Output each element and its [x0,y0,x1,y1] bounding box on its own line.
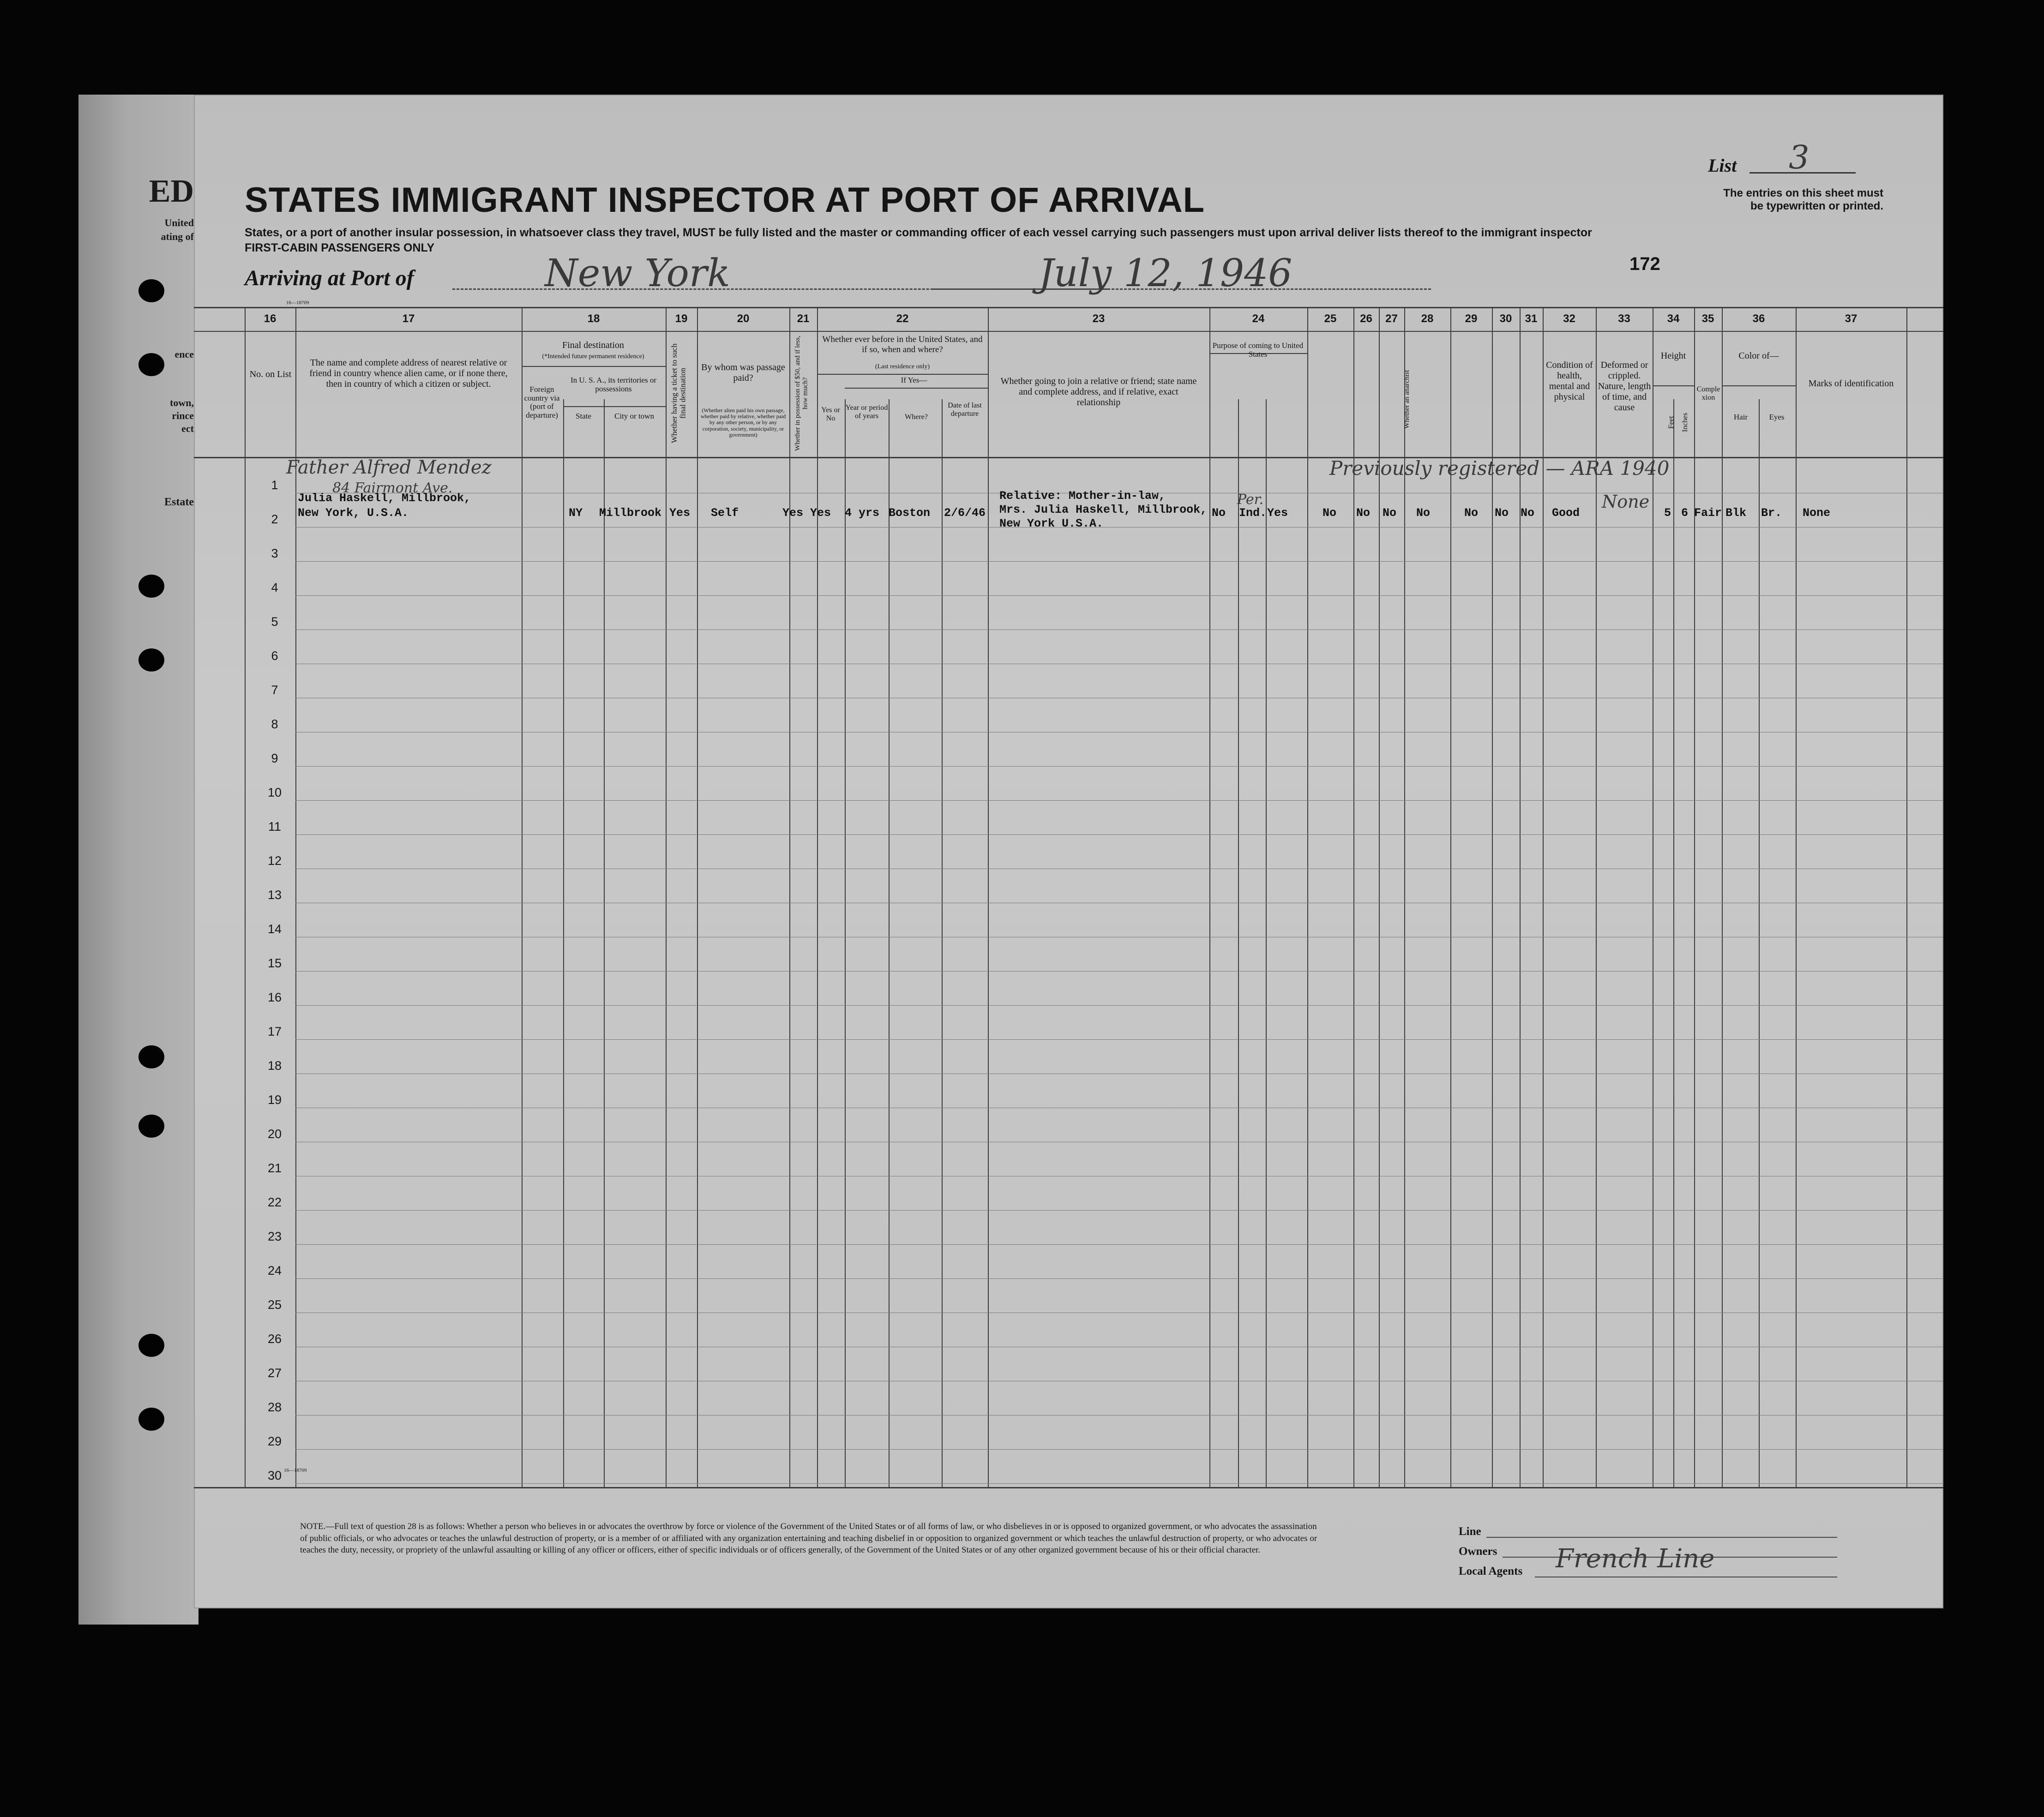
previously-registered: Previously registered — ARA 1940 [1329,457,1670,480]
relative-address-2: New York, U.S.A. [298,506,409,520]
join-line-3: New York U.S.A. [999,517,1104,530]
hdr-city: City or town [614,412,654,420]
port-value: New York [545,252,730,295]
strip-text: town, [170,397,194,408]
row-number: 19 [267,1093,282,1107]
strip-text: ating of [161,231,194,242]
col-num: 34 [1667,312,1680,325]
complexion-value: Fair [1694,506,1722,520]
col-num: 27 [1385,312,1398,325]
col-num: 25 [1324,312,1337,325]
hdr-departure: Date of last departure [948,402,982,418]
col-num: 17 [402,312,415,325]
col-num: 30 [1499,312,1512,325]
col28-value: No [1416,506,1431,520]
col-num: 20 [737,312,750,325]
row-number: 11 [268,820,282,834]
hdr-inches: Inches [1681,413,1689,432]
eyes-value: Br. [1761,506,1782,520]
date-value: July 12, 1946 [1039,252,1293,295]
owners-label: Owners [1459,1545,1497,1558]
col-num: 31 [1525,312,1538,325]
row-number: 26 [267,1332,282,1346]
row-number: 8 [271,717,278,731]
previous-page-strip [78,95,198,1625]
col-num: 16 [264,312,277,325]
feet-value: 5 [1664,506,1671,520]
dest-city: Millbrook [599,506,662,520]
form-code: 16—18709 [286,300,309,306]
hdr-final-sub: (*Intended future permanent residence) [542,353,644,360]
handwritten-relative: Father Alfred Mendez [286,457,492,478]
hdr-marks: Marks of identification [1808,378,1894,389]
col-num: 26 [1360,312,1372,325]
row-number: 9 [271,751,278,765]
col25-value: No [1323,506,1337,520]
first-cabin-label: FIRST-CABIN PASSENGERS ONLY [245,241,435,254]
hdr-height: Height [1660,351,1686,361]
strip-text: ence [174,348,194,360]
line-label: Line [1459,1525,1481,1538]
before-value: Yes [810,506,831,520]
ticket-value: Yes [669,506,691,520]
col-num: 22 [896,312,909,325]
row-number: 10 [267,786,282,799]
money-value: Yes [782,506,804,520]
hdr-passage: By whom was passage paid? [701,362,785,383]
passage-value: Self [711,506,739,520]
hdr-where: Where? [905,413,928,421]
col-num: 28 [1421,312,1434,325]
purpose-c: Yes [1267,506,1288,520]
where-value: Boston [889,506,931,520]
strip-text: ect [181,423,194,434]
entries-note-line: be typewritten or printed. [1750,200,1883,212]
row-number: 5 [271,615,278,629]
page-number: 172 [1629,254,1660,274]
col29-value: No [1464,506,1479,520]
hdr-feet: Feet [1667,416,1675,429]
hdr-state: State [576,412,591,420]
hdr-passage-sub: (Whether alien paid his own passage, whether paid by relative, whether paid by any other person, or by any corporation, society, municipality, or government) [700,407,786,438]
col-num: 24 [1252,312,1265,325]
marks-value: None [1803,506,1831,520]
strip-text: Estate [164,496,194,508]
hdr-in-usa: In U. S. A., its territories or possessions [570,376,657,393]
row-number: 1 [271,478,278,492]
hdr-hair: Hair [1733,413,1748,421]
hdr-purpose: Purpose of coming to United States [1212,341,1304,359]
row-number: 30 [267,1469,282,1482]
col-num: 36 [1752,312,1765,325]
strip-text: United [164,217,194,228]
instructions-line: States, or a port of another insular possession, in whatsoever class they travel, MUST be fully listed and the master or commanding officer of each vessel carrying such passengers must upon arrival deliver lists thereof to the immigrant inspector [245,226,1592,239]
hdr-anarchist: Whether an anarchist [1403,370,1411,429]
row-number: 3 [271,546,278,560]
hdr-foreign-country: Foreign country via (port of departure) [524,385,560,420]
strip-text: ED [149,174,194,209]
hdr-complexion: Complexion [1696,385,1720,402]
purpose-b: Ind. [1239,506,1267,520]
entries-note-line: The entries on this sheet must [1723,187,1883,199]
col-num: 19 [675,312,688,325]
col-num: 18 [587,312,600,325]
col31-value: No [1521,506,1535,520]
hdr-no-on-list: No. on List [249,369,292,379]
col-num: 23 [1092,312,1105,325]
hdr-before-us: Whether ever before in the United States, and if so, when and where? [822,335,983,354]
join-line-1: Relative: Mother-in-law, [999,489,1166,503]
col-num: 33 [1618,312,1630,325]
row-number: 15 [267,956,282,970]
hdr-yes-no: Yes or No [821,406,840,422]
hdr-join-relative: Whether going to join a relative or friend; state name and complete address, and if relative, exact relationship [1000,376,1197,408]
question-28-note: NOTE.—Full text of question 28 is as follows: Whether a person who believes in or advocates the overthrow by force or violence of the Government of the United States or of all forms of law, or who disbelieves in or is opposed to organized government, or who advocates the assassination of public officials, or who advocates or teaches the unlawful destruction of property, or is a member of or affiliated with any organization entertaining and teaching disbelief in or opposition to organized government or which teaches the unlawful destruction of property, or who advocates or teaches the duty, necessity, or propriety of the unlawful assaulting or killing of any officer or officers, either of specific individuals or of officers generally, of the Government of the United States or of any other organized government because of his or their official character. [300,1522,1317,1555]
hdr-money: Whether in possession of $50, and if less, how much? [794,336,809,451]
agents-signature: French Line [1556,1544,1715,1574]
purpose-a: No [1212,506,1226,520]
row-number: 2 [271,512,278,526]
row-number: 13 [267,888,282,902]
arriving-label: Arriving at Port of [245,266,414,290]
departure-value: 2/6/46 [944,506,986,520]
handwritten-address: 84 Fairmont Ave. [332,480,453,496]
row-number: 7 [271,683,278,697]
row-number: 21 [267,1161,282,1175]
row-number: 25 [267,1298,282,1312]
hdr-color: Color of— [1738,351,1779,361]
join-line-2: Mrs. Julia Haskell, Millbrook, [999,503,1208,516]
agents-label: Local Agents [1459,1565,1523,1577]
hair-value: Blk [1725,506,1747,520]
purpose-hand: Per. [1237,492,1264,508]
list-number: 3 [1789,138,1810,176]
row-number: 27 [267,1366,282,1380]
row-number: 23 [267,1229,282,1243]
line-underline [1486,1537,1837,1538]
row-number: 22 [267,1195,282,1209]
hdr-relative: The name and complete address of nearest relative or friend in country whence alien came, or if none there, then in country of which a citizen or subject. [309,358,508,389]
col-num: 29 [1465,312,1478,325]
hdr-health: Condition of health, mental and physical [1546,360,1593,402]
hdr-final-destination: Final destination [562,340,624,350]
relative-address-1: Julia Haskell, Millbrook, [298,492,471,505]
row-number: 24 [267,1264,282,1277]
years-value: 4 yrs [845,506,880,520]
hdr-if-yes: If Yes— [901,376,927,384]
list-label: List [1708,155,1737,176]
row-number: 18 [267,1059,282,1073]
col-num: 21 [797,312,810,325]
health-value: Good [1552,506,1580,520]
hdr-deformed: Deformed or crippled. Nature, length of time, and cause [1598,360,1651,413]
row-number: 4 [271,581,278,594]
hdr-period: Year or period of years [845,404,888,420]
row-number: 14 [267,922,282,936]
inches-value: 6 [1681,506,1689,520]
hdr-before-sub: (Last residence only) [875,363,930,370]
manifest-table [194,307,1943,1488]
dest-state: NY [569,506,583,520]
row-number: 16 [267,990,282,1004]
row-number: 6 [271,649,278,663]
col-num: 37 [1845,312,1858,325]
row-number: 29 [267,1434,282,1448]
manifest-sheet [194,95,1943,1608]
col27-value: No [1383,506,1397,520]
col-num: 32 [1563,312,1575,325]
deformed-value: None [1602,492,1650,512]
form-title: STATES IMMIGRANT INSPECTOR AT PORT OF ARRIVAL [245,180,1205,220]
row-number: 12 [267,854,282,868]
hdr-ticket: Whether having a ticket to such final destination [670,343,687,443]
row-number: 17 [267,1025,282,1038]
row-number: 20 [267,1127,282,1141]
col-num: 35 [1701,312,1714,325]
entries-note [1671,187,1883,213]
col26-value: No [1356,506,1371,520]
col30-value: No [1495,506,1509,520]
form-code-bottom: 16—18709 [284,1468,307,1473]
row-number: 28 [267,1400,282,1414]
strip-text: rince [172,410,194,421]
hdr-eyes: Eyes [1769,413,1785,421]
